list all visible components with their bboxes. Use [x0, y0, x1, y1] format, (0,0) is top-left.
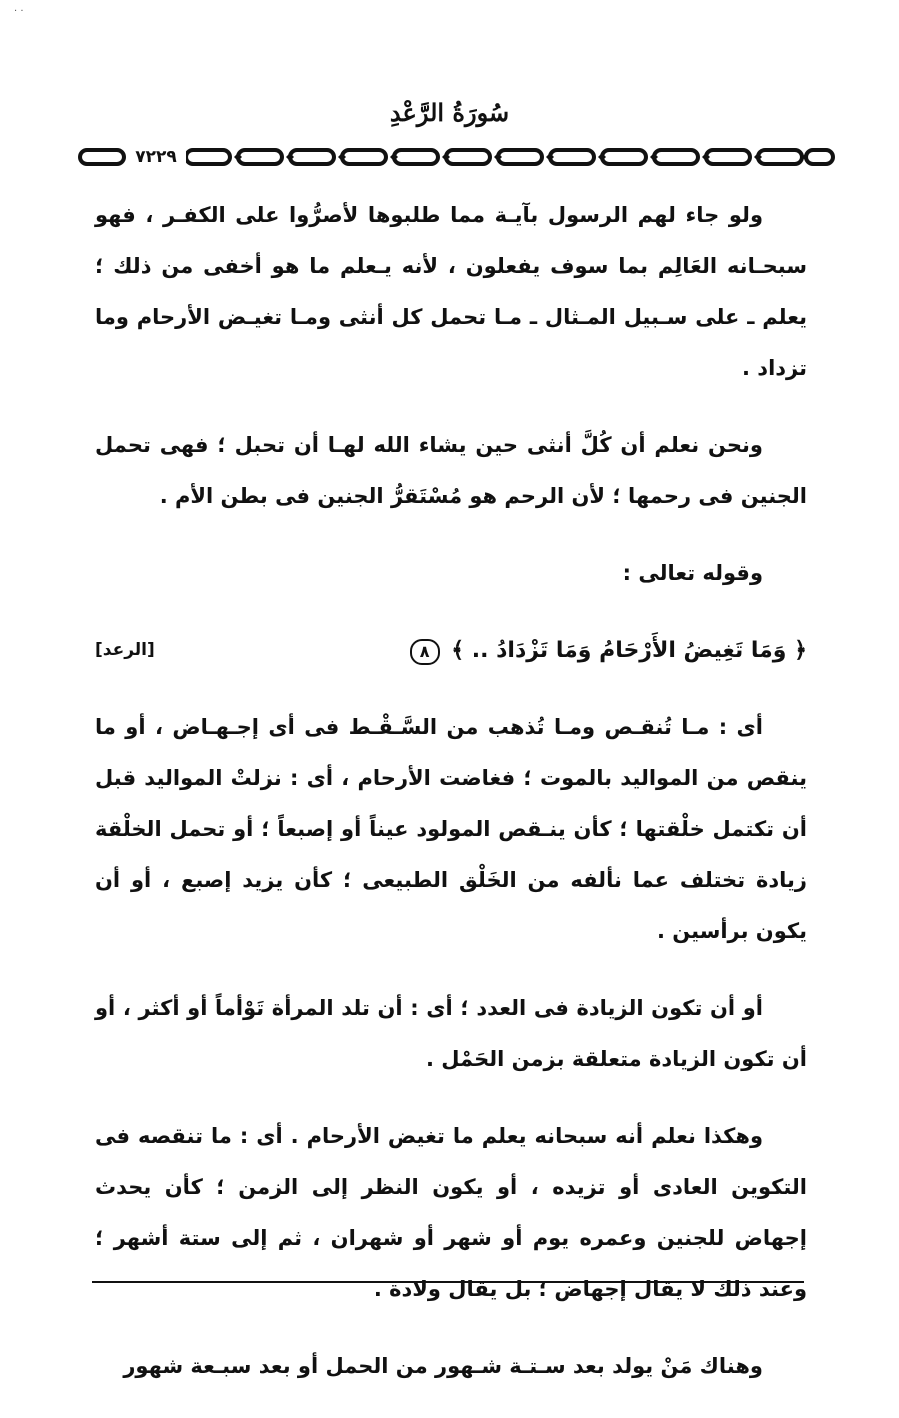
surah-title: سُورَةُ الرَّعْدِ	[389, 98, 510, 127]
page-body	[95, 190, 807, 1418]
quran-verse-row	[95, 625, 807, 676]
paragraph: وهناك مَنْ يولد بعد سـتـة شـهور من الحمل أو بعد سبـعة شهور	[123, 1354, 763, 1378]
quran-verse	[406, 625, 807, 676]
verse-text: ﴿ وَمَا تَغِيضُ الأَرْحَامُ وَمَا تَزْدَادُ .. ﴾	[451, 638, 807, 663]
paragraph: ولو جاء لهم الرسول بآيـة مما طلبوها لأصرُّوا على الكفـر ، فهو سبحـانه العَالِم بما سوف يفعلون ، لأنه يـعلم ما هو أخفى من ذلك ؛ يعلم ـ على سـبيل المـثال ـ مـا تحمل كل أنثى ومـا تغيـض الأرحام وما تزداد .	[95, 203, 807, 380]
corner-mark: · ·	[14, 6, 24, 17]
paragraph: أى : مـا تُنقـص ومـا تُذهب من السَّـقْـط فى أى إجـهـاض ، أو ما ينقص من المواليد بالموت ؛ فغاضت الأرحام ، أى : نزلتْ المواليد قبل أن تكتمل خلْقتها ؛ كأن ينـقص المولود عيناً أو إصبعاً ؛ أو تحمل الخلْقة زيادة تختلف عما نألفه من الخَلْق الطبيعى ؛ كأن يزيد إصبع ، أو أن يكون برأسين .	[95, 715, 807, 943]
page-number: ٧٢٢٩	[126, 145, 186, 169]
ornamental-divider	[78, 146, 835, 168]
verse-number: ٨	[410, 639, 440, 665]
paragraph: ونحن نعلم أن كُلَّ أنثى حين يشاء الله لهـا أن تحبل ؛ فهى تحمل الجنين فى رحمها ؛ لأن الرحم هو مُسْتَقرُّ الجنين فى بطن الأم .	[95, 433, 807, 508]
paragraph: أو أن تكون الزيادة فى العدد ؛ أى : أن تلد المرأة تَوْأماً أو أكثر ، أو أن تكون الزيادة متعلقة بزمن الحَمْل .	[95, 996, 807, 1071]
footer-rule	[92, 1281, 804, 1283]
paragraph: وقوله تعالى :	[622, 561, 763, 585]
surah-reference: [الرعد]	[95, 640, 155, 660]
paragraph: وهكذا نعلم أنه سبحانه يعلم ما تغيض الأرحام . أى : ما تنقصه فى التكوين العادى أو تزيده ، أو يكون النظر إلى الزمن ؛ كأن يحدث إجهاض للجنين وعمره يوم أو شهر أو شهران ، ثم إلى ستة أشهر ؛ وعند ذلك لا يقال إجهاض ؛ بل يقال ولادة .	[95, 1124, 807, 1301]
